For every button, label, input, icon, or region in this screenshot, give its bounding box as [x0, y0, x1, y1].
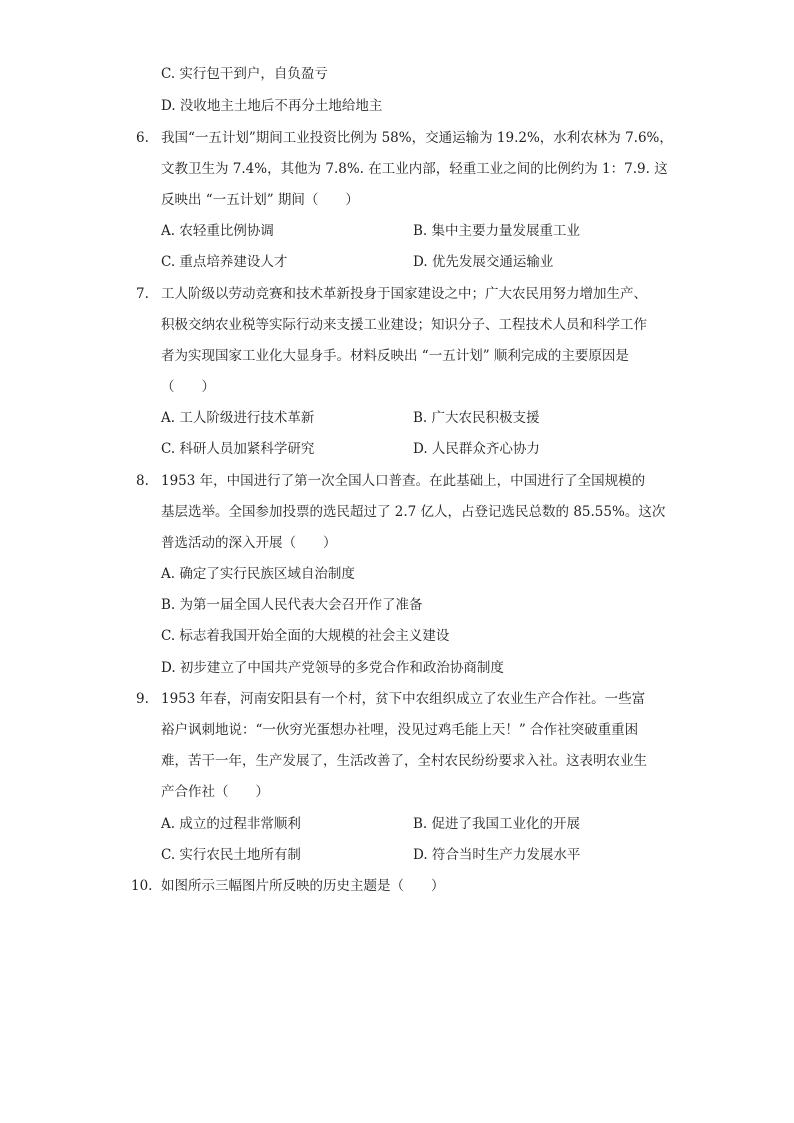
q9-option-b: B. 促进了我国工业化的开展: [413, 816, 581, 832]
q9-number: 9.: [136, 691, 149, 707]
q8-stem-line-3: 普选活动的深入开展（ ）: [161, 535, 337, 551]
q6-option-b: B. 集中主要力量发展重工业: [413, 223, 581, 239]
q8-option-d: D. 初步建立了中国共产党领导的多党合作和政治协商制度: [161, 660, 504, 676]
q8-number: 8.: [136, 473, 149, 489]
q8-option-b: B. 为第一届全国人民代表大会召开作了准备: [161, 597, 423, 613]
q10-stem-line-1: 如图所示三幅图片所反映的历史主题是（ ）: [161, 878, 445, 894]
q6-option-c: C. 重点培养建设人才: [161, 254, 288, 270]
q6-option-d: D. 优先发展交通运输业: [413, 254, 554, 270]
q5-option-c: C. 实行包干到户，自负盈亏: [161, 66, 328, 82]
q9-option-c: C. 实行农民土地所有制: [161, 847, 301, 863]
q7-number: 7.: [136, 286, 149, 302]
q10-number: 10.: [131, 878, 153, 894]
q6-stem-line-2: 文教卫生为 7.4%，其他为 7.8%. 在工业内部，轻重工业之间的比例约为 1：7.9. 这: [161, 161, 668, 177]
q9-stem-line-3: 难，苦干一年，生产发展了，生活改善了，全村农民纷纷要求入社。这表明农业生: [161, 753, 647, 769]
q8-option-a: A. 确定了实行民族区域自治制度: [161, 566, 355, 582]
q7-stem-line-2: 积极交纳农业税等实际行动来支援工业建设；知识分子、工程技术人员和科学工作: [161, 317, 647, 333]
q7-option-b: B. 广大农民积极支援: [413, 410, 540, 426]
q7-option-a: A. 工人阶级进行技术革新: [161, 410, 315, 426]
q7-stem-line-3: 者为实现国家工业化大显身手。材料反映出 “一五计划” 顺利完成的主要原因是: [161, 348, 629, 364]
q6-number: 6.: [136, 130, 149, 146]
q5-option-d: D. 没收地主土地后不再分土地给地主: [161, 98, 383, 114]
q6-stem-line-3: 反映出 “一五计划” 期间（ ）: [161, 192, 359, 208]
q7-option-d: D. 人民群众齐心协力: [413, 441, 540, 457]
q7-stem-line-4: （ ）: [161, 379, 215, 395]
q7-stem-line-1: 工人阶级以劳动竞赛和技术革新投身于国家建设之中；广大农民用努力增加生产、: [161, 286, 647, 302]
q6-stem-line-1: 我国“一五计划”期间工业投资比例为 58%，交通运输为 19.2%，水利农林为 7.6%，: [161, 130, 673, 146]
q8-stem-line-2: 基层选举。全国参加投票的选民超过了 2.7 亿人，占登记选民总数的 85.55%。这次: [161, 504, 666, 520]
q9-stem-line-2: 裕户讽刺地说：“一伙穷光蛋想办社哩，没见过鸡毛能上天！” 合作社突破重重困: [161, 722, 639, 738]
q9-stem-line-1: 1953 年春，河南安阳县有一个村，贫下中农组织成立了农业生产合作社。一些富: [161, 691, 646, 707]
q7-option-c: C. 科研人员加紧科学研究: [161, 441, 315, 457]
q9-option-d: D. 符合当时生产力发展水平: [413, 847, 581, 863]
q9-option-a: A. 成立的过程非常顺利: [161, 816, 301, 832]
q8-stem-line-1: 1953 年，中国进行了第一次全国人口普查。在此基础上，中国进行了全国规模的: [161, 473, 646, 489]
q6-option-a: A. 农轻重比例协调: [161, 223, 274, 239]
q8-option-c: C. 标志着我国开始全面的大规模的社会主义建设: [161, 628, 450, 644]
q9-stem-line-4: 产合作社（ ）: [161, 784, 269, 800]
